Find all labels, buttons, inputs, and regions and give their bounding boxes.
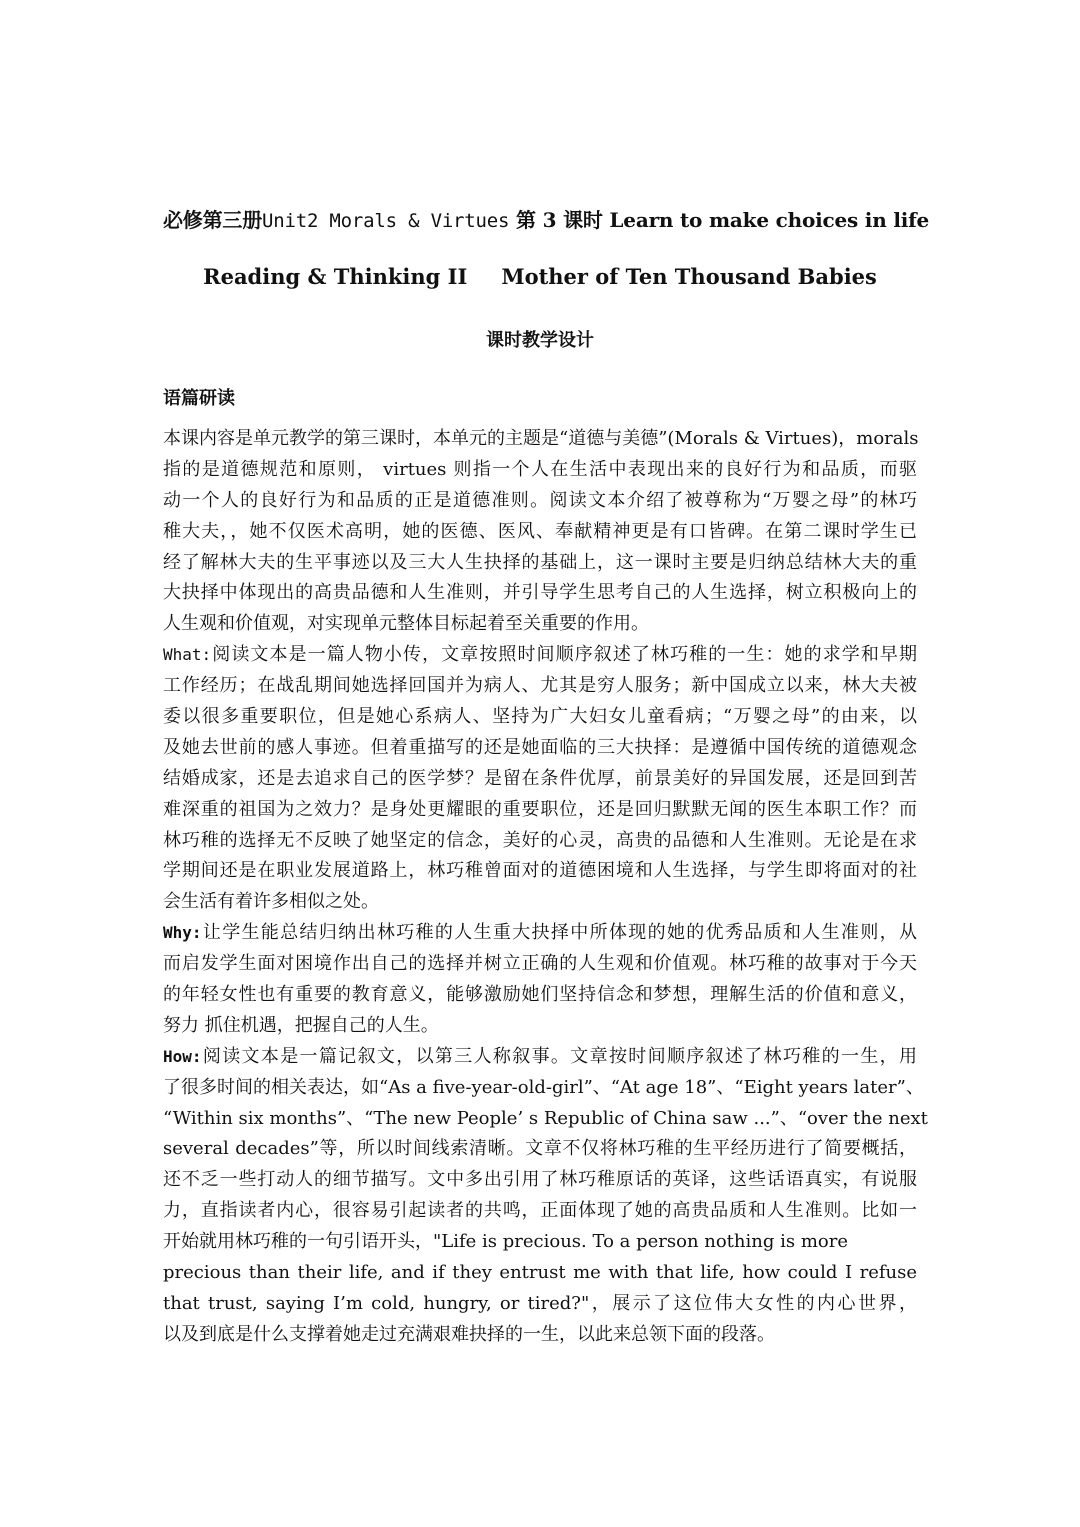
document-title bbox=[163, 204, 930, 233]
body-line-text: several decades”等，所以时间线索清晰。文章不仅将林巧稚的生平经历进行了简要概括， bbox=[163, 1138, 917, 1160]
body-line bbox=[163, 578, 917, 609]
body-line-text: 人生观和价值观，对实现单元整体目标起着至关重要的作用。 bbox=[163, 613, 649, 635]
body-line-text: “Within six months”、“The new People’ s Republic of China saw ...”、“over the next bbox=[163, 1107, 928, 1129]
body-line bbox=[163, 1042, 917, 1073]
body-line bbox=[163, 1196, 917, 1227]
body-line bbox=[163, 455, 917, 486]
body-line bbox=[163, 856, 917, 887]
title-unit: Unit2 Morals & Virtues bbox=[262, 210, 510, 232]
body-line bbox=[163, 1073, 924, 1104]
body-line-text: 阅读文本是一篇记叙文，以第三人称叙事。文章按时间顺序叙述了林巧稚的一生，用 bbox=[201, 1045, 917, 1067]
body-line bbox=[163, 548, 917, 579]
document-subtitle bbox=[163, 264, 917, 289]
body-line bbox=[163, 517, 917, 548]
body-line bbox=[163, 980, 917, 1011]
subtitle-text-name: Mother of Ten Thousand Babies bbox=[501, 264, 877, 289]
body-line bbox=[163, 795, 917, 826]
body-line bbox=[163, 1258, 917, 1289]
body-line-text: 的年轻女性也有重要的教育意义，能够激励她们坚持信念和梦想，理解生活的价值和意义， bbox=[163, 984, 917, 1006]
body-line-text: 让学生能总结归纳出林巧稚的人生重大抉择中所体现的她的优秀品质和人生准则，从 bbox=[201, 922, 917, 944]
body-line-text: 工作经历；在战乱期间她选择回国并为病人、尤其是穷人服务；新中国成立以来，林大夫被 bbox=[163, 675, 917, 697]
title-lesson: 第 3 课时 Learn to make choices in life bbox=[516, 208, 930, 232]
title-volume: 必修第三册 bbox=[163, 208, 262, 232]
body-line bbox=[163, 1134, 917, 1165]
body-line bbox=[163, 1227, 917, 1258]
body-line bbox=[163, 887, 917, 918]
body-line-text: 大抉择中体现出的高贵品德和人生准则，并引导学生思考自己的人生选择，树立积极向上的 bbox=[163, 582, 917, 604]
body-line-text: 力，直指读者内心，很容易引起读者的共鸣，正面体现了她的高贵品质和人生准则。比如一 bbox=[163, 1200, 917, 1222]
body-line-text: 经了解林大夫的生平事迹以及三大人生抉择的基础上，这一课时主要是归纳总结林大夫的重 bbox=[163, 551, 917, 573]
body-line-text: precious than their life, and if they entrust me with that life, how could I refuse bbox=[163, 1262, 917, 1284]
body-line-text: 阅读文本是一篇人物小传，文章按照时间顺序叙述了林巧稚的一生：她的求学和早期 bbox=[211, 644, 917, 666]
body-line bbox=[163, 424, 917, 455]
body-line-text: 而启发学生面对困境作出自己的选择并树立正确的人生观和价值观。林巧稚的故事对于今天 bbox=[163, 953, 917, 975]
paragraph-label: What: bbox=[163, 645, 212, 665]
subtitle-section: Reading & Thinking II bbox=[203, 264, 468, 289]
body-line-text: that trust, saying I’m cold, hungry, or tired?"，展示了这位伟大女性的内心世界， bbox=[163, 1292, 917, 1314]
section-heading: 语篇研读 bbox=[163, 388, 235, 409]
body-text bbox=[163, 424, 928, 1351]
body-line bbox=[163, 1011, 917, 1042]
body-line-text: 难深重的祖国为之效力？是身处更耀眼的重要职位，还是回归默默无闻的医生本职工作？而 bbox=[163, 798, 917, 820]
body-line-text: 结婚成家，还是去追求自己的医学梦？是留在条件优厚，前景美好的异国发展，还是回到苦 bbox=[163, 767, 917, 789]
paragraph-label: How: bbox=[163, 1046, 202, 1066]
body-line bbox=[163, 486, 917, 517]
body-line-text: 学期间还是在职业发展道路上，林巧稚曾面对的道德困境和人生选择，与学生即将面对的社 bbox=[163, 860, 917, 882]
paragraph-label: Why: bbox=[163, 923, 202, 943]
body-line bbox=[163, 702, 917, 733]
body-line-text: 了很多时间的相关表达，如“As a five-year-old-girl”、“At age 18”、“Eight years later”、 bbox=[163, 1076, 924, 1098]
body-line-text: 稚大夫，，她不仅医术高明，她的医德、医风、奉献精神更是有口皆碑。在第二课时学生已 bbox=[163, 520, 917, 542]
body-line bbox=[163, 1104, 928, 1135]
body-line bbox=[163, 609, 917, 640]
body-line bbox=[163, 1165, 917, 1196]
body-line bbox=[163, 671, 917, 702]
body-line bbox=[163, 918, 917, 949]
body-line bbox=[163, 949, 917, 980]
body-line-text: 动一个人的良好行为和品质的正是道德准则。阅读文本介绍了被尊称为“万婴之母”的林巧 bbox=[163, 489, 917, 511]
body-line bbox=[163, 733, 917, 764]
body-line bbox=[163, 1289, 917, 1320]
body-line bbox=[163, 640, 917, 671]
body-line-text: 还不乏一些打动人的细节描写。文中多出引用了林巧稚原话的英译，这些话语真实，有说服 bbox=[163, 1169, 917, 1191]
body-line bbox=[163, 764, 917, 795]
body-line-text: 指的是道德规范和原则， virtues 则指一个人在生活中表现出来的良好行为和品质，而驱 bbox=[163, 458, 917, 480]
body-line-text: 努力 抓住机遇，把握自己的人生。 bbox=[163, 1014, 439, 1036]
body-line bbox=[163, 1320, 917, 1351]
body-line bbox=[163, 826, 917, 857]
body-line-text: 林巧稚的选择无不反映了她坚定的信念，美好的心灵，高贵的品德和人生准则。无论是在求 bbox=[163, 829, 917, 851]
body-line-text: 以及到底是什么支撑着她走过充满艰难抉择的一生，以此来总领下面的段落。 bbox=[163, 1323, 775, 1345]
design-label: 课时教学设计 bbox=[486, 330, 594, 351]
body-line-text: 及她去世前的感人事迹。但着重描写的还是她面临的三大抉择：是遵循中国传统的道德观念 bbox=[163, 736, 917, 758]
body-line-text: 会生活有着许多相似之处。 bbox=[163, 891, 379, 913]
body-line-text: 本课内容是单元教学的第三课时，本单元的主题是“道德与美德”(Morals & Virtues)，morals bbox=[163, 428, 919, 449]
body-line-text: 开始就用林巧稚的一句引语开头，"Life is precious. To a person nothing is more bbox=[163, 1231, 848, 1253]
body-line-text: 委以很多重要职位，但是她心系病人、坚持为广大妇女儿童看病；“万婴之母”的由来，以 bbox=[163, 706, 917, 728]
